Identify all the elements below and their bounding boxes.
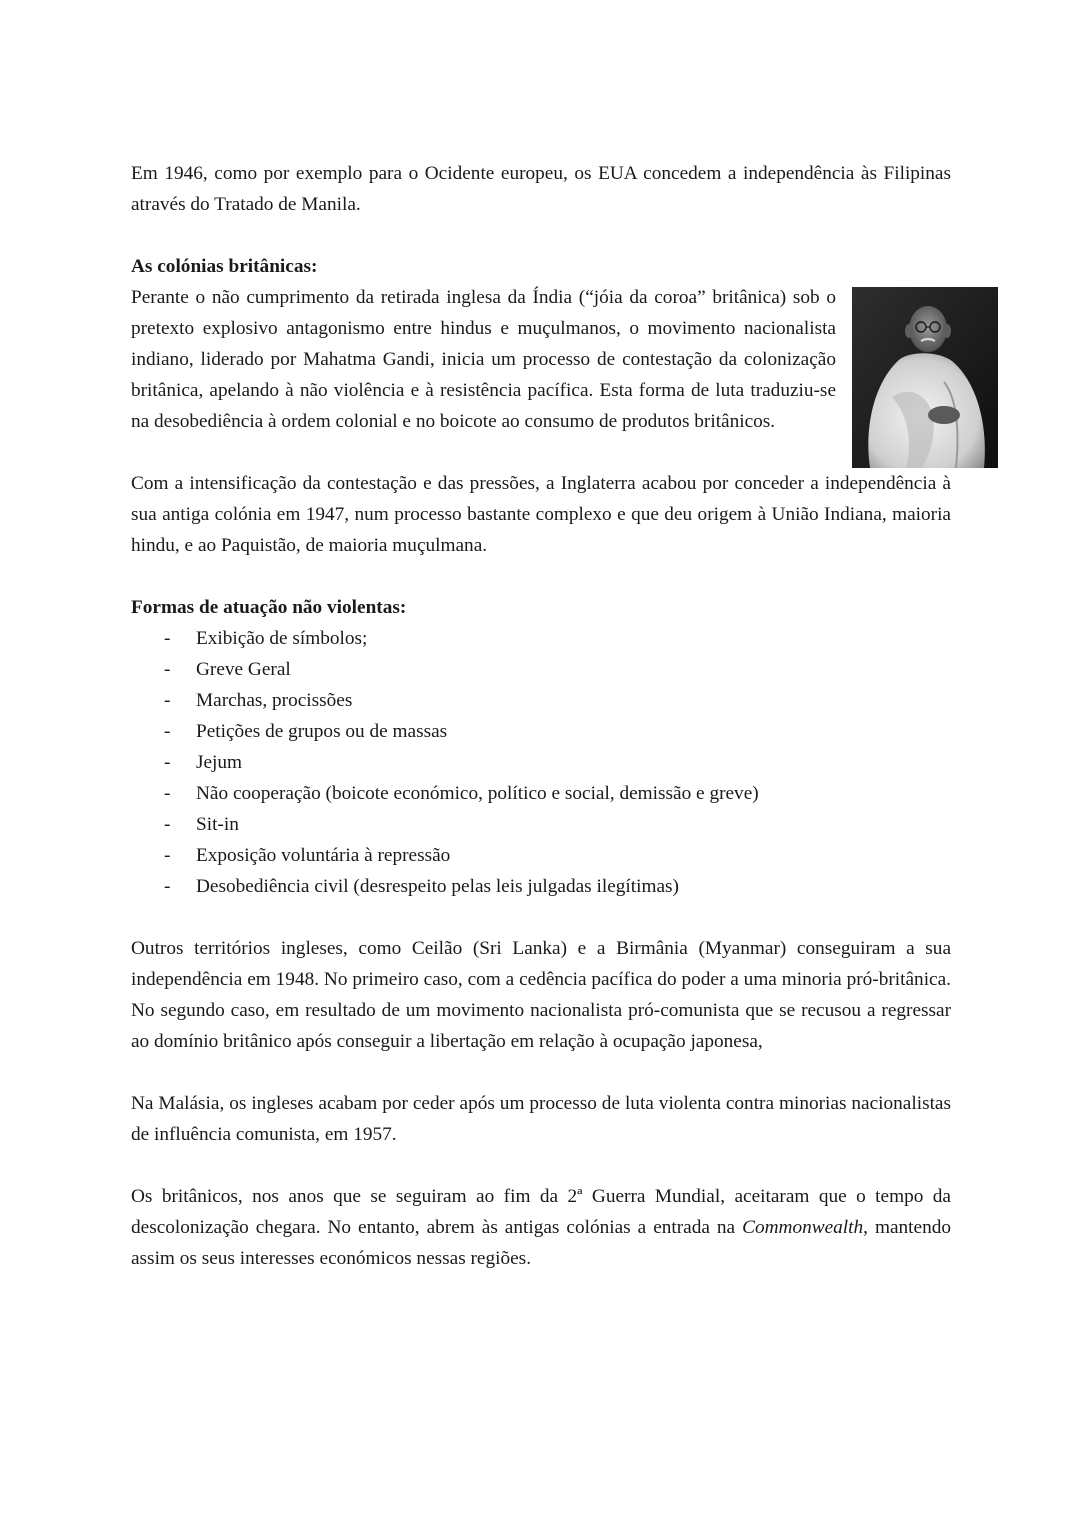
nonviolent-list (131, 623, 951, 902)
gandhi-portrait-photo (852, 287, 998, 468)
closing-text-after: , mantendo assim os seus interesses económicos nessas regiões. (131, 1217, 951, 1269)
list-item: - Jejum (131, 747, 951, 778)
nonviolent-heading: Formas de atuação não violentas: (131, 597, 407, 618)
british-heading: As colónias britânicas: (131, 256, 318, 277)
list-item: - Exibição de símbolos; (131, 623, 951, 654)
intro-paragraph: Em 1946, como por exemplo para o Ocidente europeu, os EUA concedem a independência às Filipinas através do Tratado de Manila. (131, 163, 951, 215)
closing-text-before: Os britânicos, nos anos que se seguiram ao fim da 2ª Guerra Mundial, aceitaram que o tempo da descolonização chegara. No entanto, abrem às antigas colónias a entrada na (131, 1186, 951, 1238)
list-item: - Sit-in (131, 809, 951, 840)
british-paragraph-1: Perante o não cumprimento da retirada inglesa da Índia (“jóia da coroa” britânica) sob o pretexto explosivo antagonismo entre hindus e muçulmanos, o movimento nacionalista indiano, liderado por Mahatma Gandi, inicia um processo de contestação da colonização britânica, apelando à não violência e à resistência pacífica. Esta forma de luta traduziu-se na desobediência à ordem colonial e no boicote ao consumo de produtos britânicos. (131, 287, 836, 432)
list-item: - Petições de grupos ou de massas (131, 716, 951, 747)
others-paragraph-2: Na Malásia, os ingleses acabam por ceder após um processo de luta violenta contra minorias nacionalistas de influência comunista, em 1957. (131, 1093, 951, 1145)
list-item: - Marchas, procissões (131, 685, 951, 716)
list-item: - Exposição voluntária à repressão (131, 840, 951, 871)
british-section (131, 251, 951, 437)
document-page (131, 158, 951, 1274)
list-item: - Greve Geral (131, 654, 951, 685)
others-paragraph-1: Outros territórios ingleses, como Ceilão (Sri Lanka) e a Birmânia (Myanmar) conseguiram a sua independência em 1948. No primeiro caso, com a cedência pacífica do poder a uma minoria pró-britânica. No segundo caso, em resultado de um movimento nacionalista pró-comunista que se recusou a regressar ao domínio britânico após conseguir a libertação em relação à ocupação japonesa, (131, 938, 951, 1052)
list-item: - Desobediência civil (desrespeito pelas leis julgadas ilegítimas) (131, 871, 951, 902)
british-paragraph-2: Com a intensificação da contestação e das pressões, a Inglaterra acabou por conceder a independência à sua antiga colónia em 1947, num processo bastante complexo e que deu origem à União Indiana, maioria hindu, e ao Paquistão, de maioria muçulmana. (131, 473, 951, 556)
list-item: - Não cooperação (boicote económico, político e social, demissão e greve) (131, 778, 951, 809)
commonwealth-term: Commonwealth (742, 1217, 864, 1238)
closing-paragraph (131, 1181, 951, 1274)
